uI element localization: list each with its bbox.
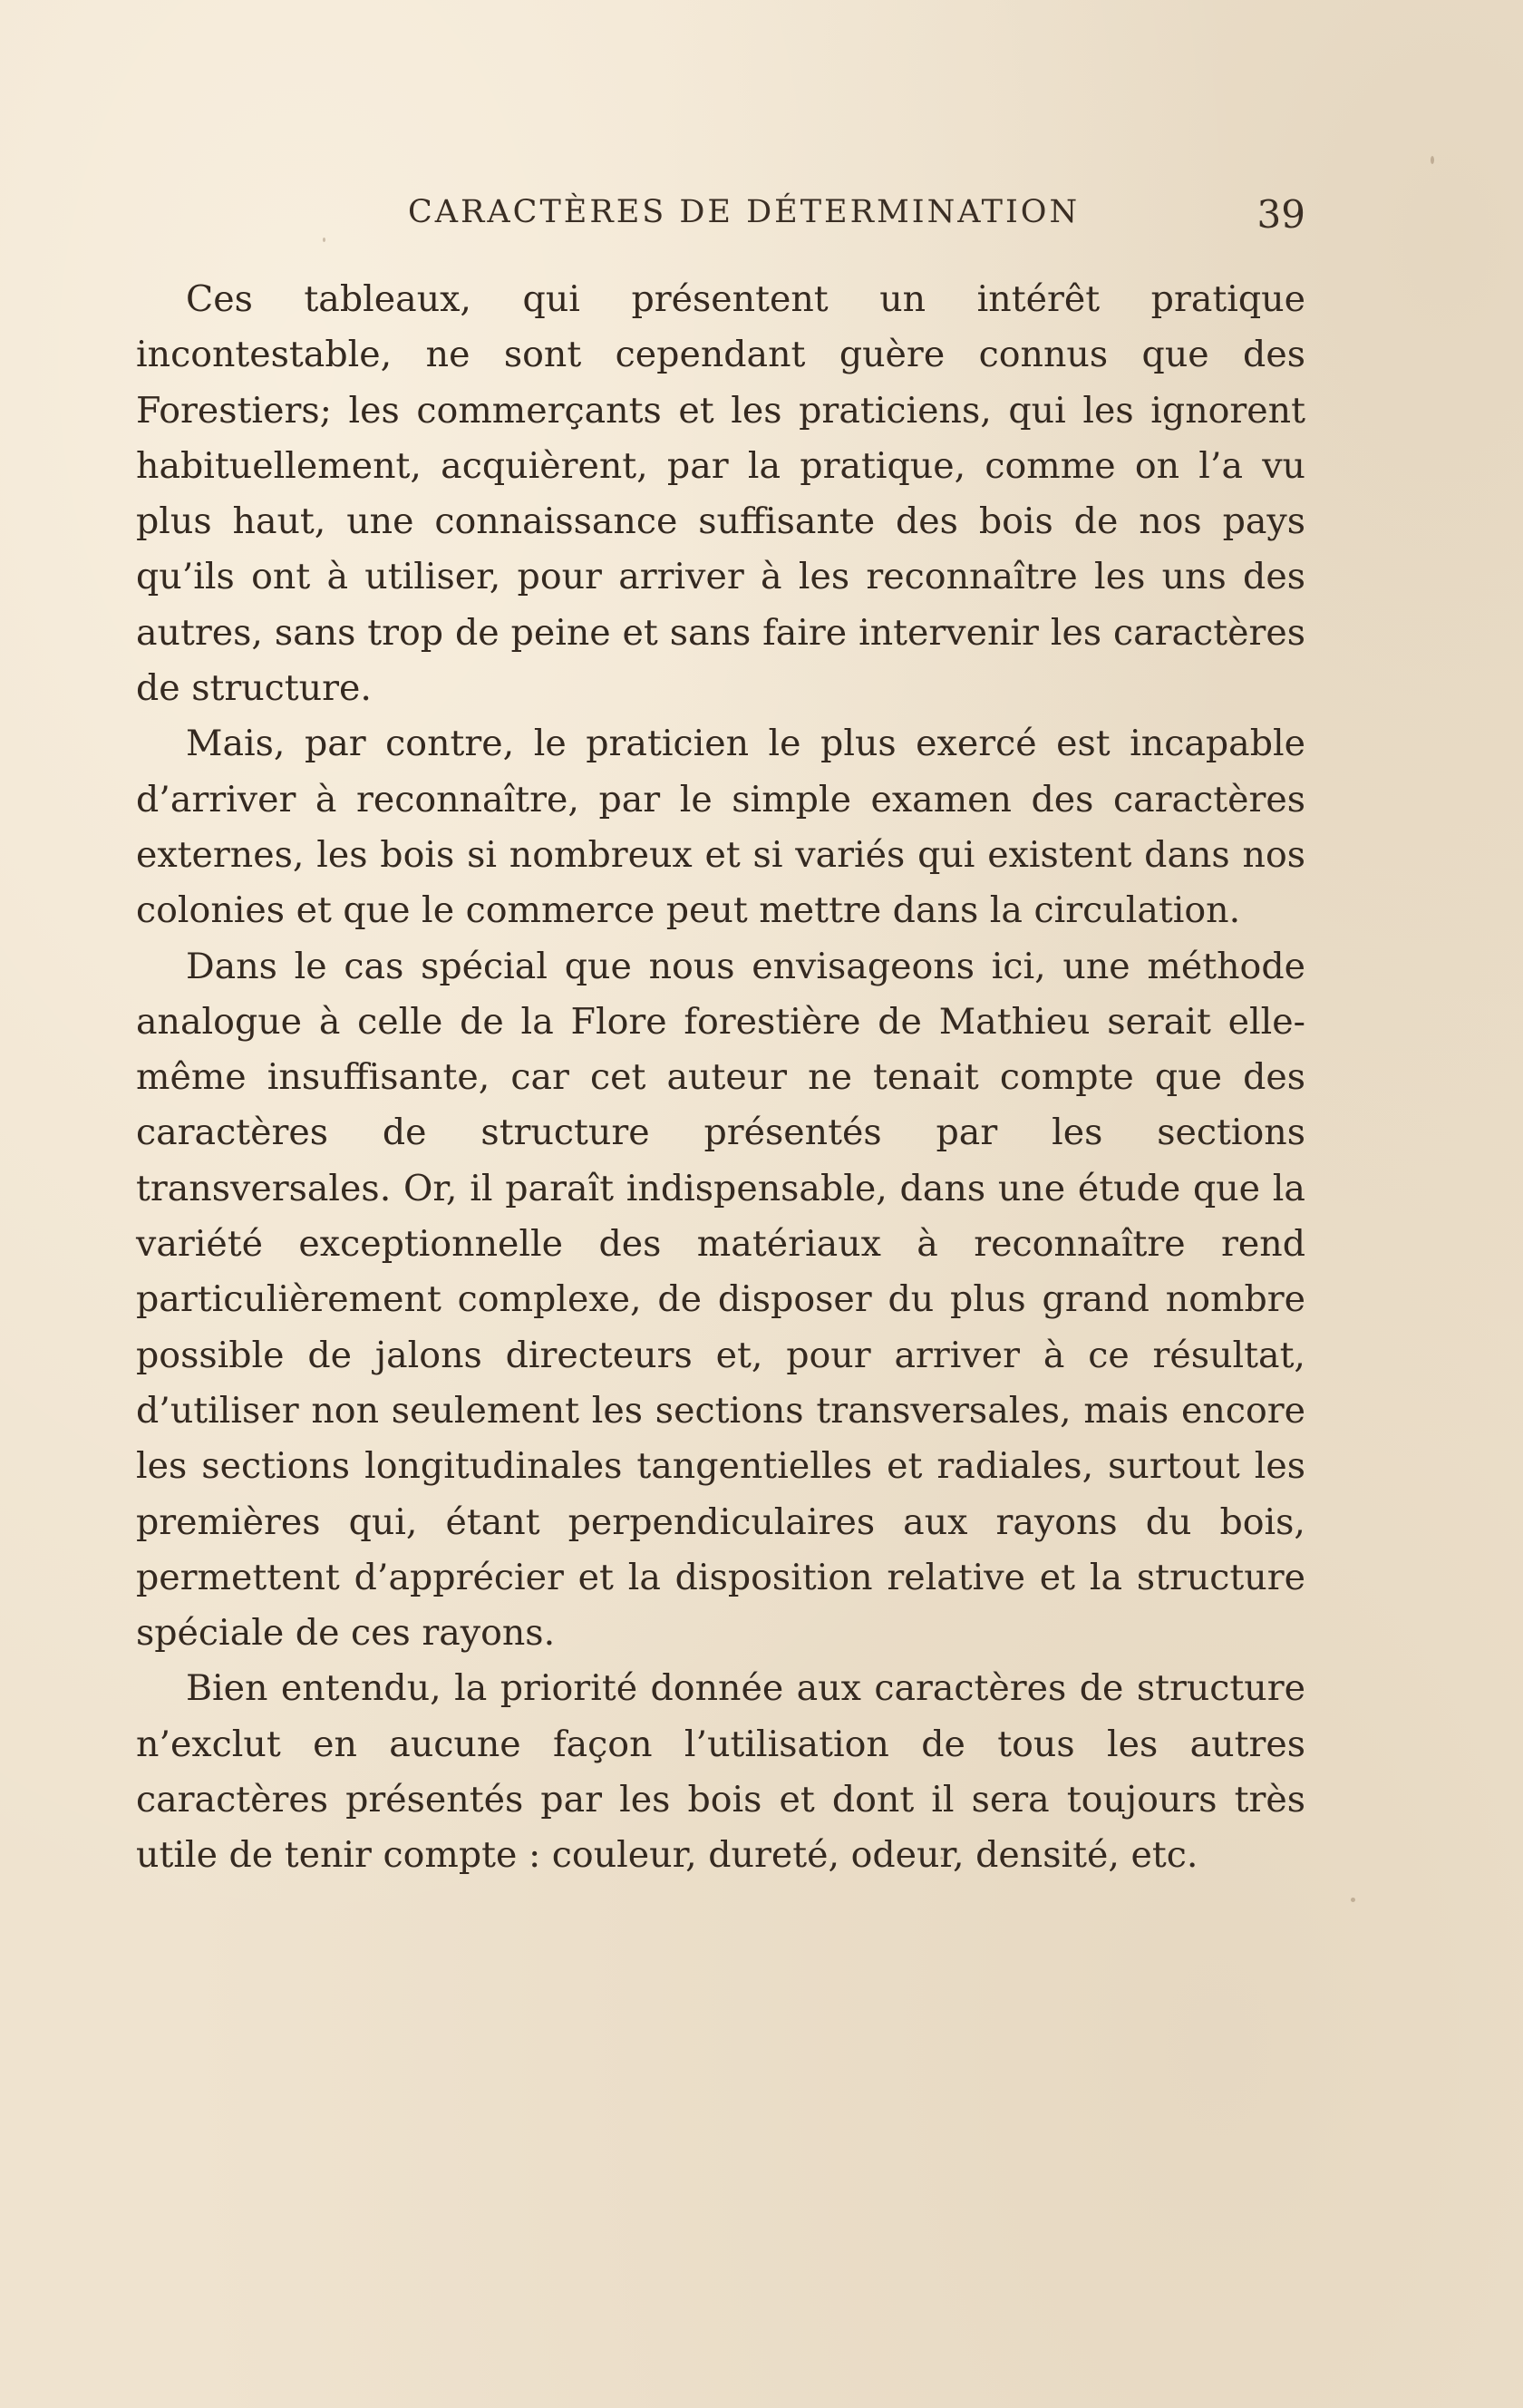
paper-speck xyxy=(1351,1898,1355,1902)
running-title: CARACTÈRES DE DÉTERMINATION xyxy=(408,194,1081,230)
book-page xyxy=(136,181,1305,2267)
paper-speck xyxy=(1431,156,1434,164)
body-text xyxy=(136,272,1305,1884)
paragraph-2: Mais, par contre, le praticien le plus exercé est incapable d’arriver à reconnaître, par le simple examen des caractères externes, les bois si nombreux et si variés qui existent dans nos colonies et que le commerce peut mettre dans la circulation. xyxy=(136,723,1305,932)
paragraph-4: Bien entendu, la priorité donnée aux caractères de structure n’exclut en aucune façon l’utilisation de tous les autres caractères présentés par les bois et dont il sera toujours très utile de tenir compte : couleur, dureté, odeur, densité, etc. xyxy=(136,1667,1305,1877)
paragraph-1: Ces tableaux, qui présentent un intérêt pratique incontestable, ne sont cependant guère connus que des Forestiers; les commerçants et les praticiens, qui les ignorent habituellement, acquièrent, par la pratique, comme on l’a vu plus haut, une connaissance suffisante des bois de nos pays qu’ils ont à utiliser, pour arriver à les reconnaître les uns des autres, sans trop de peine et sans faire intervenir les caractères de structure. xyxy=(136,278,1305,710)
running-head xyxy=(136,181,1305,236)
page-number: 39 xyxy=(1256,192,1305,237)
paper-speck xyxy=(323,238,325,242)
paper-speck xyxy=(940,1857,943,1859)
paragraph-3: Dans le cas spécial que nous envisageons ici, une méthode analogue à celle de la Flore forestière de Mathieu serait elle-même insuffisante, car cet auteur ne tenait compte que des caractères de structure présentés par les sections transversales. Or, il paraît indispensable, dans une étude que la variété exceptionnelle des matériaux à reconnaître rend particulièrement complexe, de disposer du plus grand nombre possible de jalons directeurs et, pour arriver à ce résultat, d’utiliser non seulement les sections transversales, mais encore les sections longitudinales tangentielles et radiales, surtout les premières qui, étant perpendiculaires aux rayons du bois, permettent d’apprécier et la disposition relative et la structure spéciale de ces rayons. xyxy=(136,945,1305,1655)
